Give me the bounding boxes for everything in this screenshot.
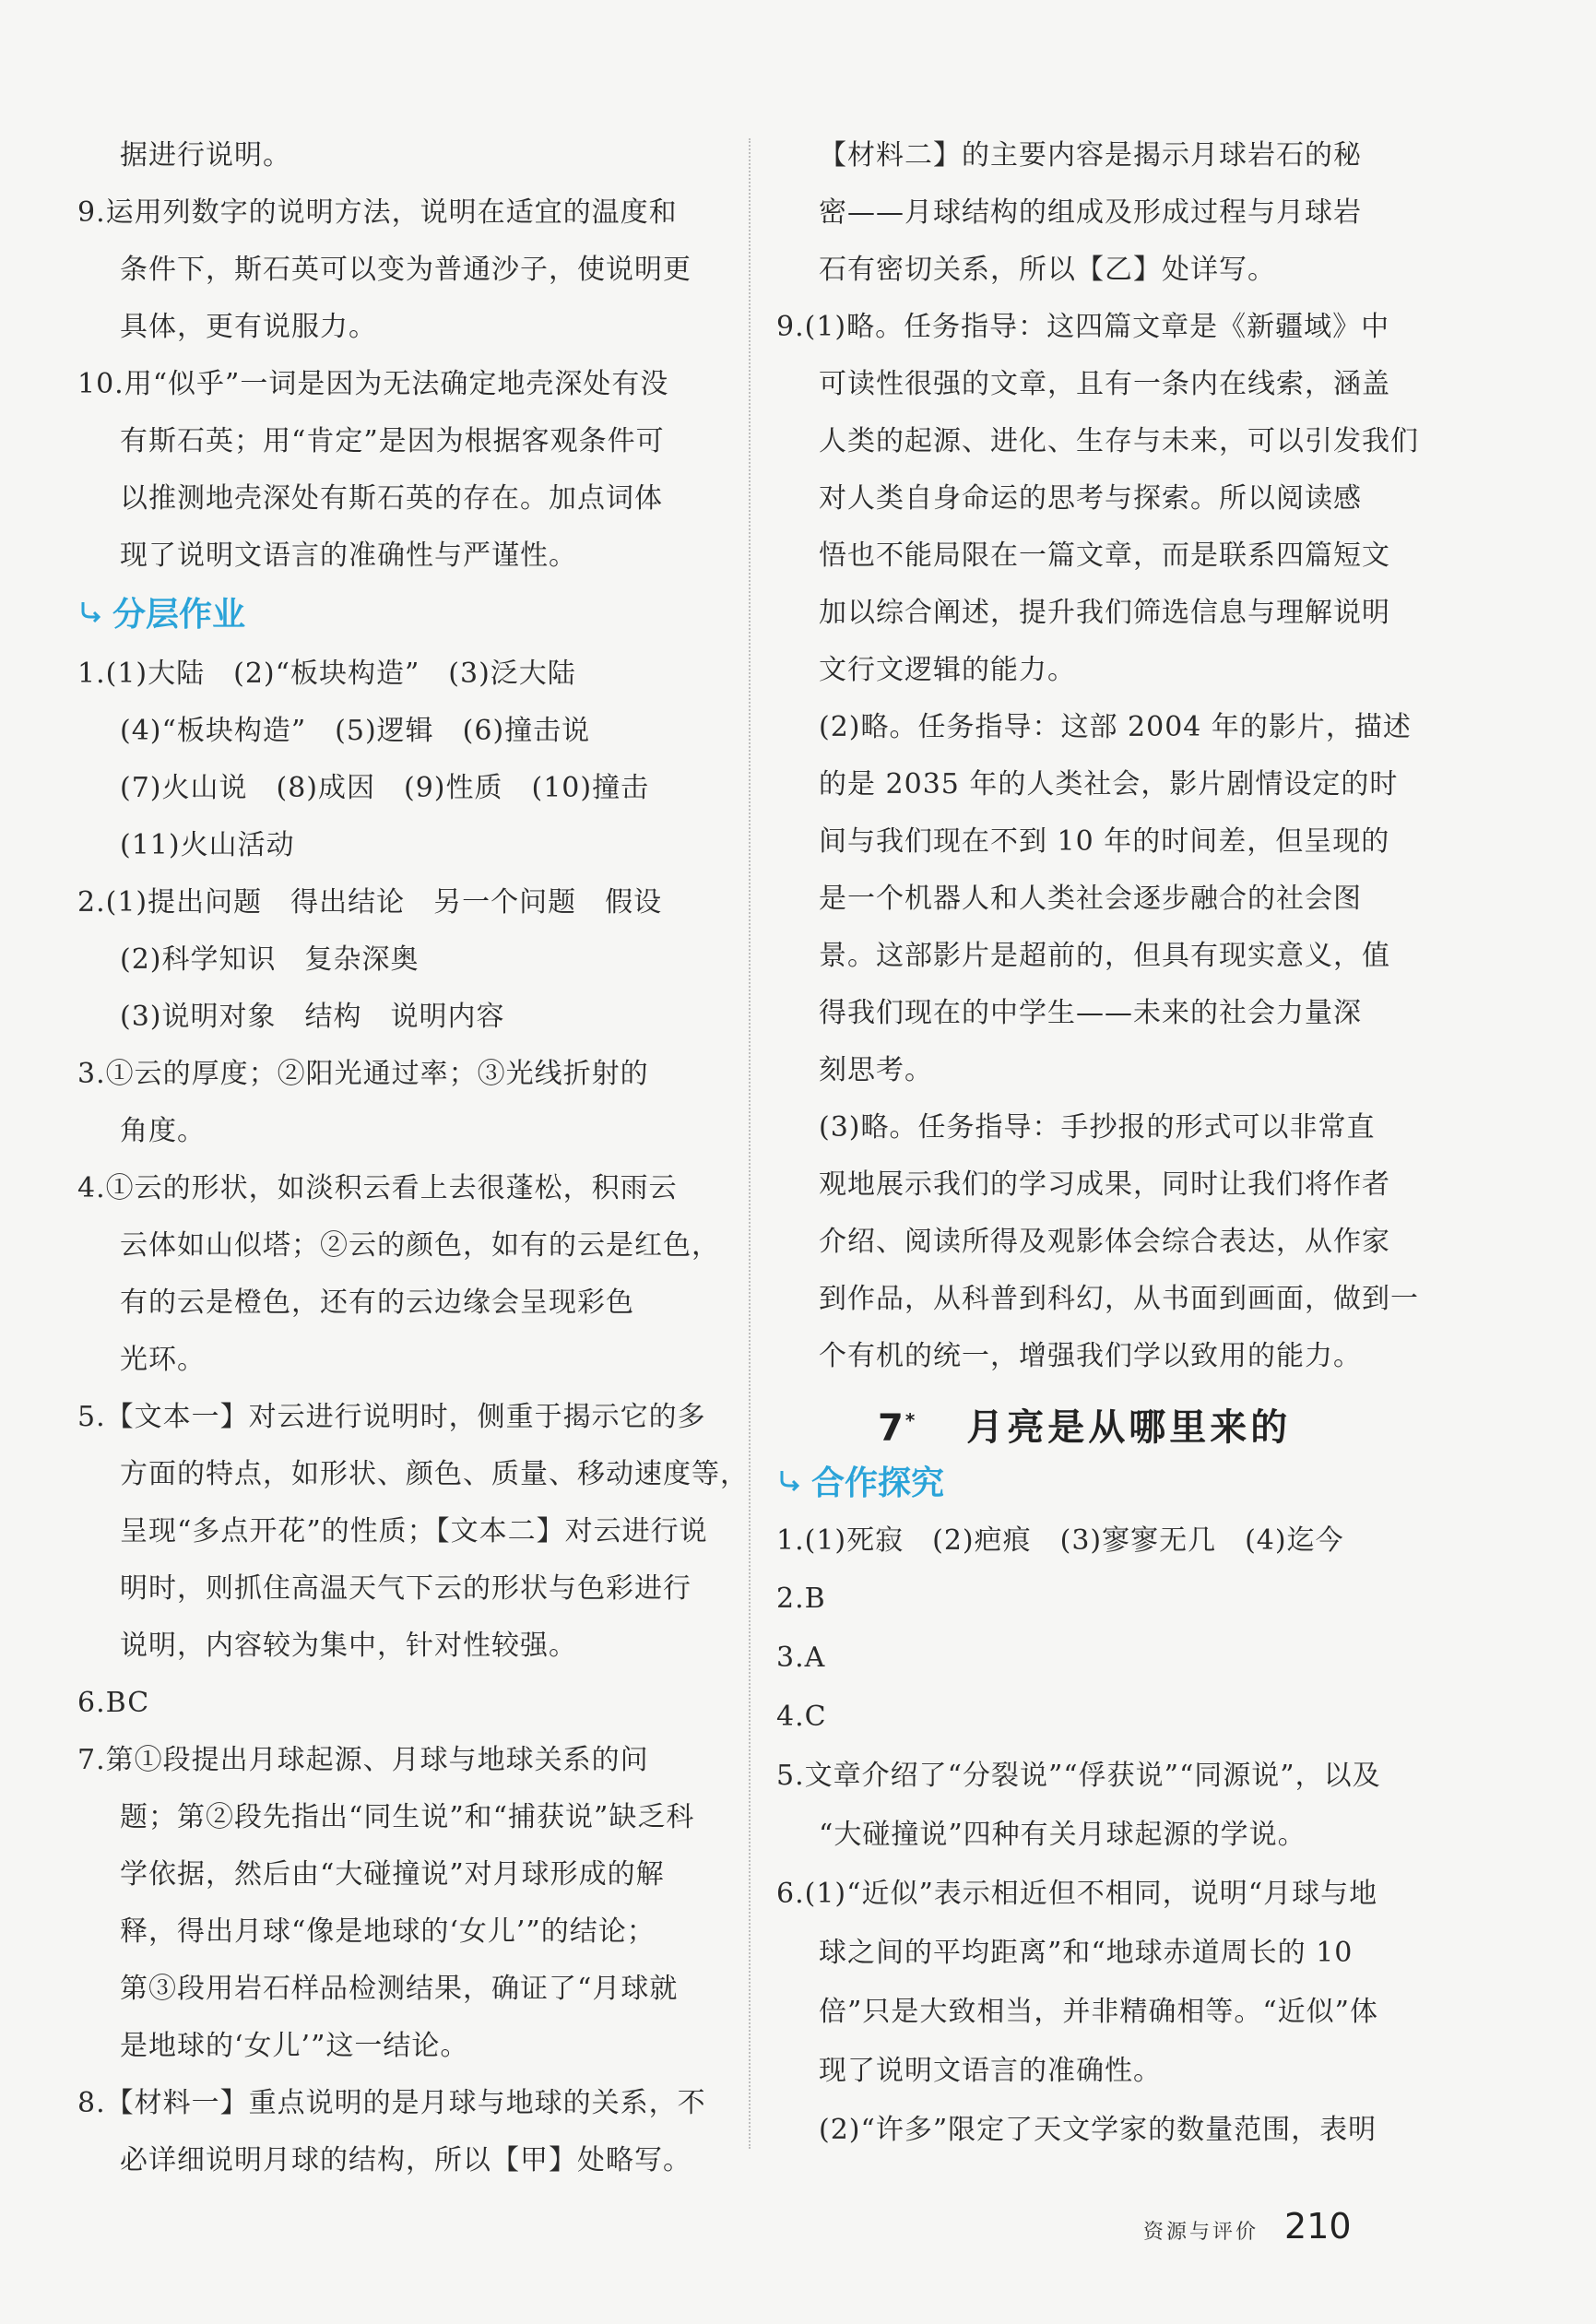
text-line: (2)“许多”限定了天文学家的数量范围，表明 [819,2114,1377,2146]
text-line: 角度。 [120,1115,206,1147]
text-line: 是地球的‘女儿’”这一结论。 [120,2030,469,2062]
text-line: 人类的起源、进化、生存与未来，可以引发我们 [819,425,1419,457]
text-line: 5.【文本一】对云进行说明时，侧重于揭示它的多 [77,1401,706,1433]
text-line: 对人类自身命运的思考与探索。所以阅读感 [819,482,1362,515]
text-line: 7.第①段提出月球起源、月球与地球关系的问 [77,1744,649,1776]
text-line: (4)“板块构造” (5)逻辑 (6)撞击说 [120,715,591,747]
text-line: (2)科学知识 复杂深奥 [120,943,420,976]
text-line: 4.①云的形状，如淡积云看上去很蓬松，积雨云 [77,1172,678,1204]
lesson-title [776,1385,1424,1455]
text-line: 据进行说明。 [120,139,291,172]
text-line: 学依据，然后由“大碰撞说”对月球形成的解 [120,1858,665,1891]
text-line: 文行文逻辑的能力。 [819,654,1076,686]
text-line: 方面的特点，如形状、颜色、质量、移动速度等， [120,1458,749,1490]
section-marker-icon [776,1467,802,1493]
text-line: 可读性很强的文章，且有一条内在线索，涵盖 [819,368,1390,400]
text-line: 1.(1)死寂 (2)疤痕 (3)寥寥无几 (4)迄今 [776,1524,1344,1557]
left-column [77,127,749,2189]
text-line: 9.(1)略。任务指导：这四篇文章是《新疆域》中 [776,311,1390,343]
text-line: 石有密切关系，所以【乙】处详写。 [819,254,1276,286]
text-line: 现了说明文语言的准确性。 [819,2055,1162,2087]
text-line: 3.①云的厚度；②阳光通过率；③光线折射的 [77,1058,649,1090]
text-line: 的是 2035 年的人类社会，影片剧情设定的时 [819,768,1399,800]
text-line: 条件下，斯石英可以变为普通沙子，使说明更 [120,254,692,286]
text-line: 6.(1)“近似”表示相近但不相同，说明“月球与地 [776,1878,1378,1910]
text-line: 6.BC [77,1687,150,1719]
text-line: 加以综合阐述，提升我们筛选信息与理解说明 [819,597,1390,629]
text-line: 4.C [776,1701,827,1733]
text-line: 3.A [776,1642,826,1674]
text-line: (3)略。任务指导：手抄报的形式可以非常直 [819,1111,1376,1144]
text-line: 第③段用岩石样品检测结果，确证了“月球就 [120,1973,679,2005]
text-line: 9.运用列数字的说明方法，说明在适宜的温度和 [77,196,678,229]
section-marker-icon [77,599,103,624]
text-line: 有斯石英；用“肯定”是因为根据客观条件可 [120,425,665,457]
text-line: 题；第②段先指出“同生说”和“捕获说”缺乏科 [120,1801,695,1833]
page-number: 210 [1284,2206,1352,2247]
text-line: 说明，内容较为集中，针对性较强。 [120,1630,577,1662]
text-line: 5.文章介绍了“分裂说”“俘获说”“同源说”，以及 [776,1760,1381,1792]
text-line: 具体，更有说服力。 [120,311,377,343]
text-line: “大碰撞说”四种有关月球起源的学说。 [819,1819,1306,1851]
text-line: 明时，则抓住高温天气下云的形状与色彩进行 [120,1572,692,1605]
text-line: 云体如山似塔；②云的颜色，如有的云是红色， [120,1229,720,1262]
text-line: 光环。 [120,1344,206,1376]
text-line: 倍”只是大致相当，并非精确相等。“近似”体 [819,1996,1379,2028]
text-line: (3)说明对象 结构 说明内容 [120,1001,505,1033]
text-line: 2.B [776,1583,826,1615]
text-line: 以推测地壳深处有斯石英的存在。加点词体 [120,482,663,515]
text-line: 个有机的统一，增强我们学以致用的能力。 [819,1340,1362,1372]
lesson-number: 7 [878,1406,904,1450]
text-line: 10.用“似乎”一词是因为无法确定地壳深处有没 [77,368,669,400]
text-line: 呈现“多点开花”的性质；【文本二】对云进行说 [120,1515,708,1547]
text-line: 1.(1)大陆 (2)“板块构造” (3)泛大陆 [77,658,576,690]
footer-label: 资源与评价 [1143,2221,1259,2244]
text-line: 间与我们现在不到 10 年的时间差，但呈现的 [819,825,1390,858]
section-heading-hezuo [776,1455,1424,1512]
page-footer [1143,2206,1352,2247]
section-heading-fenceng [77,585,730,646]
text-line: 悟也不能局限在一篇文章，而是联系四篇短文 [819,540,1390,572]
text-line: 球之间的平均距离”和“地球赤道周长的 10 [819,1937,1354,1969]
text-line: 有的云是橙色，还有的云边缘会呈现彩色 [120,1286,634,1319]
text-line: (7)火山说 (8)成因 (9)性质 (10)撞击 [120,772,650,804]
text-line: 8.【材料一】重点说明的是月球与地球的关系，不 [77,2087,706,2119]
text-line: 刻思考。 [819,1054,933,1086]
text-line: 是一个机器人和人类社会逐步融合的社会图 [819,883,1362,915]
lesson-mark: * [904,1409,916,1431]
text-line: 景。这部影片是超前的，但具有现实意义，值 [819,940,1390,972]
right-column [776,127,1424,2160]
text-line: 介绍、阅读所得及观影体会综合表达，从作家 [819,1226,1390,1258]
text-line: 【材料二】的主要内容是揭示月球岩石的秘 [819,139,1362,172]
text-line: (2)略。任务指导：这部 2004 年的影片，描述 [819,711,1412,743]
column-divider [749,138,751,2149]
text-line: 密——月球结构的组成及形成过程与月球岩 [819,196,1362,229]
text-line: 必详细说明月球的结构，所以【甲】处略写。 [120,2144,692,2176]
text-line: 释，得出月球“像是地球的‘女儿’”的结论； [120,1915,656,1948]
lesson-title-text: 月亮是从哪里来的 [966,1406,1292,1450]
section-title: 分层作业 [112,596,246,634]
text-line: 2.(1)提出问题 得出结论 另一个问题 假设 [77,886,663,919]
text-line: 得我们现在的中学生——未来的社会力量深 [819,997,1362,1029]
text-line: 到作品，从科普到科幻，从书面到画面，做到一 [819,1283,1419,1315]
section-title: 合作探究 [811,1464,945,1502]
text-line: (11)火山活动 [120,829,295,861]
text-line: 现了说明文语言的准确性与严谨性。 [120,540,577,572]
text-line: 观地展示我们的学习成果，同时让我们将作者 [819,1168,1390,1201]
